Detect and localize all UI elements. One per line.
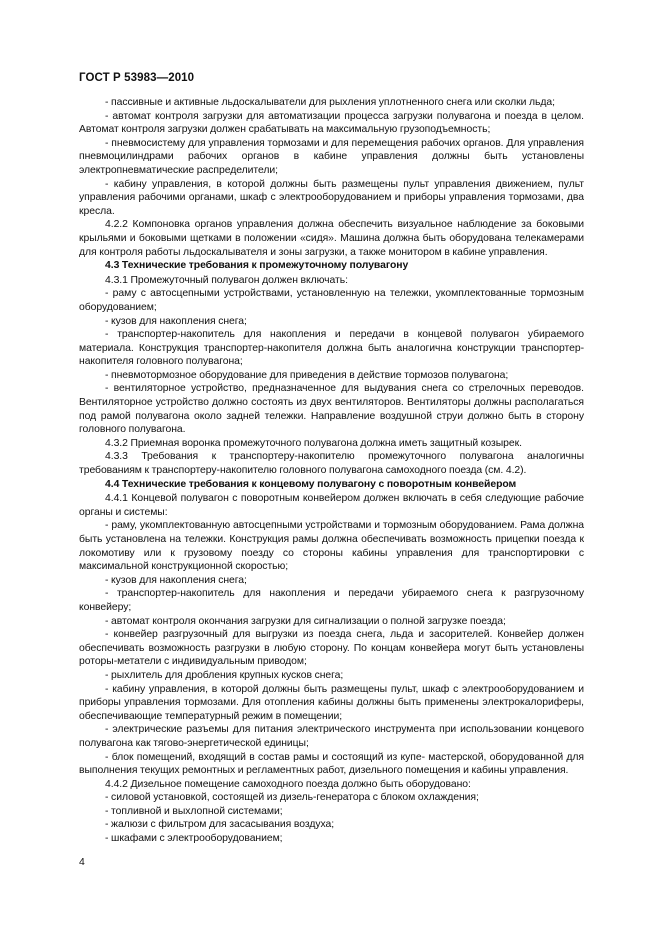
page-number: 4 [79,857,85,868]
paragraph: - кузов для накопления снега; [105,574,247,586]
paragraph: - блок помещений, входящий в состав рамы и состоящий из купе- мастерской, оборудованной для выполнения текущих ремонтных и регламентных работ, дизельного помещения и кабины управления. [79,751,584,777]
paragraph: 4.3.2 Приемная воронка промежуточного полувагона должна иметь защитный козырек. [105,437,522,449]
section-heading: 4.3 Технические требования к промежуточному полувагону [105,260,409,272]
section-heading: 4.4 Технические требования к концевому полувагону с поворотным конвейером [105,478,517,490]
paragraph: - пневмосистему для управления тормозами и для перемещения рабочих органов. Для управления пневмоцилиндрами рабочих органов в кабине управления должны быть установлены электропневматические распределители; [79,137,584,176]
paragraph: - пневмотормозное оборудование для приведения в действие тормозов полувагона; [105,369,509,381]
paragraph: - автомат контроля окончания загрузки для сигнализации о полной загрузке поезда; [105,615,506,627]
paragraph: - жалюзи с фильтром для засасывания воздуха; [105,819,335,831]
paragraph: - силовой установкой, состоящей из дизель-генератора с блоком охлаждения; [105,792,479,804]
paragraph: - кабину управления, в которой должны быть размещены пульт управления движением, пульт управления рабочими органами, шкаф с электрооборудованием и приборы управления тормозами, два кресла. [79,178,584,217]
paragraph: - транспортер-накопитель для накопления и передачи убираемого снега к разгрузочному конвейеру; [79,588,584,613]
paragraph: - раму с автосцепными устройствами, установленную на тележки, укомплектованные тормозным оборудованием; [79,288,584,313]
document-header: ГОСТ Р 53983—2010 [79,72,195,84]
paragraph: 4.4.2 Дизельное помещение самоходного поезда должно быть оборудовано: [105,778,471,790]
paragraph: - электрические разъемы для питания электрического инструмента при использовании концевого полувагона как тягово-энергетической единицы; [79,724,584,749]
paragraph: - вентиляторное устройство, предназначенное для выдувания снега со стрелочных переводов. Вентиляторное устройство должно состоять из двух вентиляторов. Вентиляторы должны располагаться под рамой полувагона около задней тележки. Направление воздушной струи должно быть в сторону головного полувагона. [79,383,584,436]
paragraph: 4.3.3 Требования к транспортеру-накопителю промежуточного полувагона аналогичны требованиям к транспортеру-накопителю головного полувагона самоходного поезда (см. 4.2). [79,451,584,477]
paragraph: 4.4.1 Концевой полувагон с поворотным конвейером должен включать в себя следующие рабочие органы и системы: [79,493,584,518]
paragraph: - пассивные и активные льдоскалыватели для рыхления уплотненного снега или сколки льда; [105,97,555,108]
paragraph: - кузов для накопления снега; [105,315,247,327]
document-body [79,96,584,846]
paragraph: 4.2.2 Компоновка органов управления должна обеспечить визуальное наблюдение за боковыми крыльями и боковыми щетками в положении «сидя». Машина должна быть оборудована телекамерами для контроля работы льдоскалывателя и зоны загрузки, а также монитором в кабине управления. [79,219,584,258]
paragraph: - рыхлитель для дробления крупных кусков снега; [105,669,344,681]
paragraph: - топливной и выхлопной системами; [105,805,283,817]
paragraph: - транспортер-накопитель для накопления и передачи в концевой полувагон убираемого материала. Конструкция транспортер-накопителя должна быть аналогична конструкции транспортер-накопителя головного полувагона; [79,329,584,368]
paragraph: - конвейер разгрузочный для выгрузки из поезда снега, льда и засорителей. Конвейер должен обеспечивать возможность разгрузки в любую сторону. По концам конвейера могут быть установлены роторы-метатели с индивидуальным приводом; [79,629,584,668]
paragraph: 4.3.1 Промежуточный полувагон должен включать: [105,274,348,286]
paragraph: - автомат контроля загрузки для автоматизации процесса загрузки полувагона и поезда в целом. Автомат контроля загрузки должен срабатывать на максимальную грузоподъемность; [79,110,584,136]
paragraph: - кабину управления, в которой должны быть размещены пульт, шкаф с электрооборудованием и приборы управления тормозами. Для отопления кабины должны быть применены электрокалориферы, обеспечивающие температурный режим в помещении; [79,683,584,722]
paragraph: - раму, укомплектованную автосцепными устройствами и тормозным оборудованием. Рама должна быть установлена на тележки. Конструкция рамы должна обеспечивать возможность прицепки поезда к локомотиву или к грузовому поезду со стороны кабины управления для транспортировки с максимальной конструкционной скоростью; [79,520,584,573]
paragraph: - шкафами с электрооборудованием; [105,833,283,845]
